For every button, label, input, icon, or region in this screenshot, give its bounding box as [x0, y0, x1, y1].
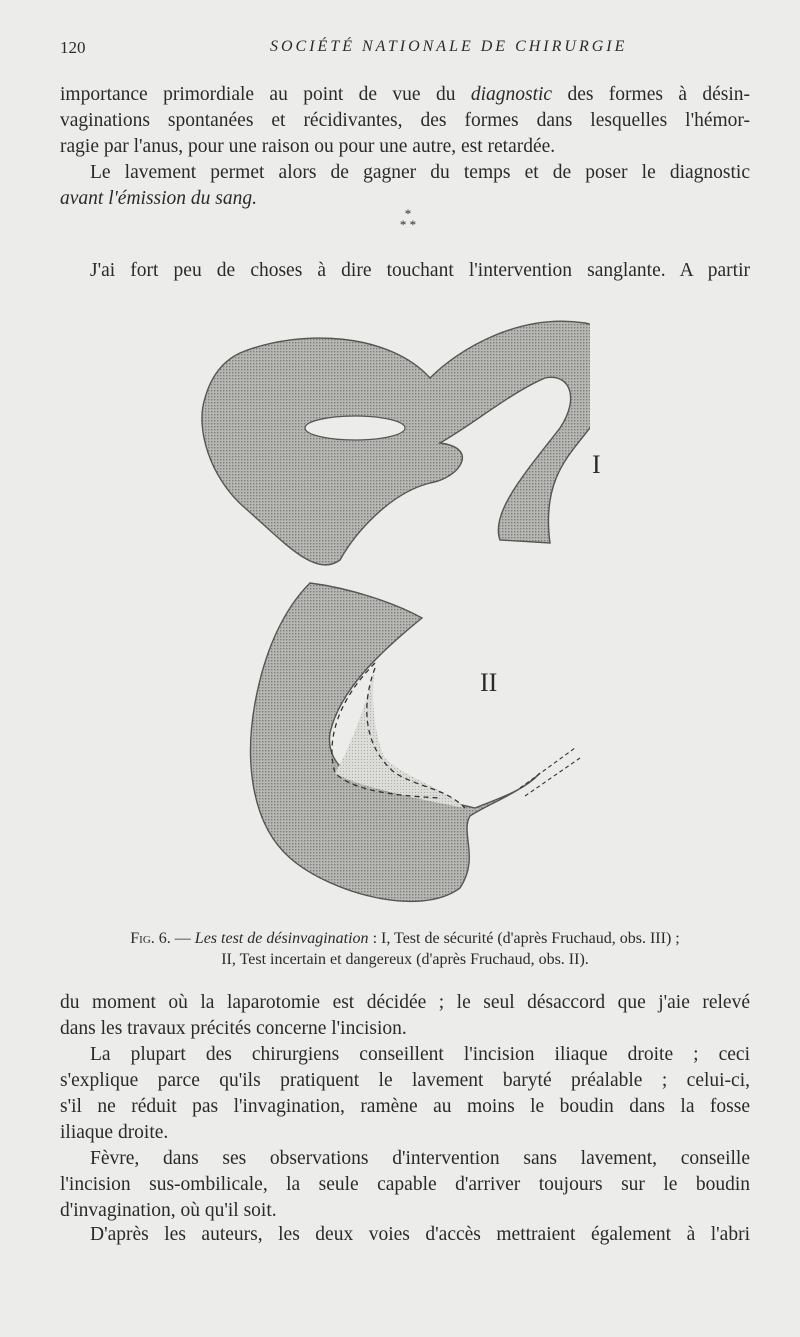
figure-illustration [190, 318, 590, 918]
text-line: d'invagination, où qu'il soit. [60, 1200, 277, 1221]
paragraph-fevre [60, 1146, 750, 1224]
separator-stars: * * [399, 217, 417, 232]
running-head: SOCIÉTÉ NATIONALE DE CHIRURGIE [270, 38, 628, 55]
caption-line: II, Test incertain et dangereux (d'après Fruchaud, obs. II). [221, 951, 589, 968]
paragraph-intervention [60, 258, 750, 284]
text-line: l'incision sus-ombilicale, la seule capable d'arriver toujours sur le boudin [60, 1174, 750, 1195]
text-line: importance primordiale au point de vue du diagnostic des formes à désin- [60, 84, 751, 105]
paragraph-laparotomie [60, 990, 750, 1042]
paragraph-top [60, 82, 750, 160]
figure-i-shape [202, 321, 590, 565]
text-line: s'il ne réduit pas l'invagination, ramène au moins le boudin dans la fosse [60, 1096, 750, 1117]
caption-title: Les test de désinvagination [194, 930, 369, 947]
paragraph-auteurs [60, 1222, 750, 1248]
figure-caption [60, 928, 750, 970]
page-header [60, 38, 750, 64]
text-line: D'après les auteurs, les deux voies d'accès mettraient également à l'abri [90, 1224, 750, 1245]
text-line: ragie par l'anus, pour une raison ou pour une autre, est retardée. [60, 136, 556, 157]
separator-star: * [404, 206, 412, 221]
paragraph-incision-iliaque [60, 1042, 750, 1146]
section-separator [393, 208, 423, 230]
text-line: Fèvre, dans ses observations d'intervention sans lavement, conseille [90, 1148, 750, 1169]
text-line: dans les travaux précités concerne l'incision. [60, 1018, 407, 1039]
text-line: du moment où la laparotomie est décidée ; le seul désaccord que j'aie relevé [60, 992, 750, 1013]
text-line: Le lavement permet alors de gagner du temps et de poser le diagnostic [90, 162, 750, 183]
text-line: J'ai fort peu de choses à dire touchant l'intervention sanglante. A partir [90, 260, 750, 281]
text-line: iliaque droite. [60, 1122, 169, 1143]
figure-label-ii: II [480, 668, 498, 697]
text-line: La plupart des chirurgiens conseillent l'incision iliaque droite ; ceci [90, 1044, 750, 1065]
paragraph-lavement [60, 160, 750, 212]
figure-ii-shape [251, 583, 580, 901]
figure-6 [190, 318, 601, 918]
text-line: avant l'émission du sang. [60, 188, 257, 209]
page-number: 120 [60, 38, 86, 57]
text-line: vaginations spontanées et récidivantes, des formes dans lesquelles l'hémor- [60, 110, 750, 131]
text-line: s'explique parce qu'ils pratiquent le lavement baryté préalable ; celui-ci, [60, 1070, 750, 1091]
caption-line: Fig. 6. — Les test de désinvagination : I, Test de sécurité (d'après Fruchaud, obs. III) ; [130, 930, 680, 947]
figure-number: Fig. 6. — [130, 930, 191, 947]
figure-label-i: I [592, 450, 601, 479]
